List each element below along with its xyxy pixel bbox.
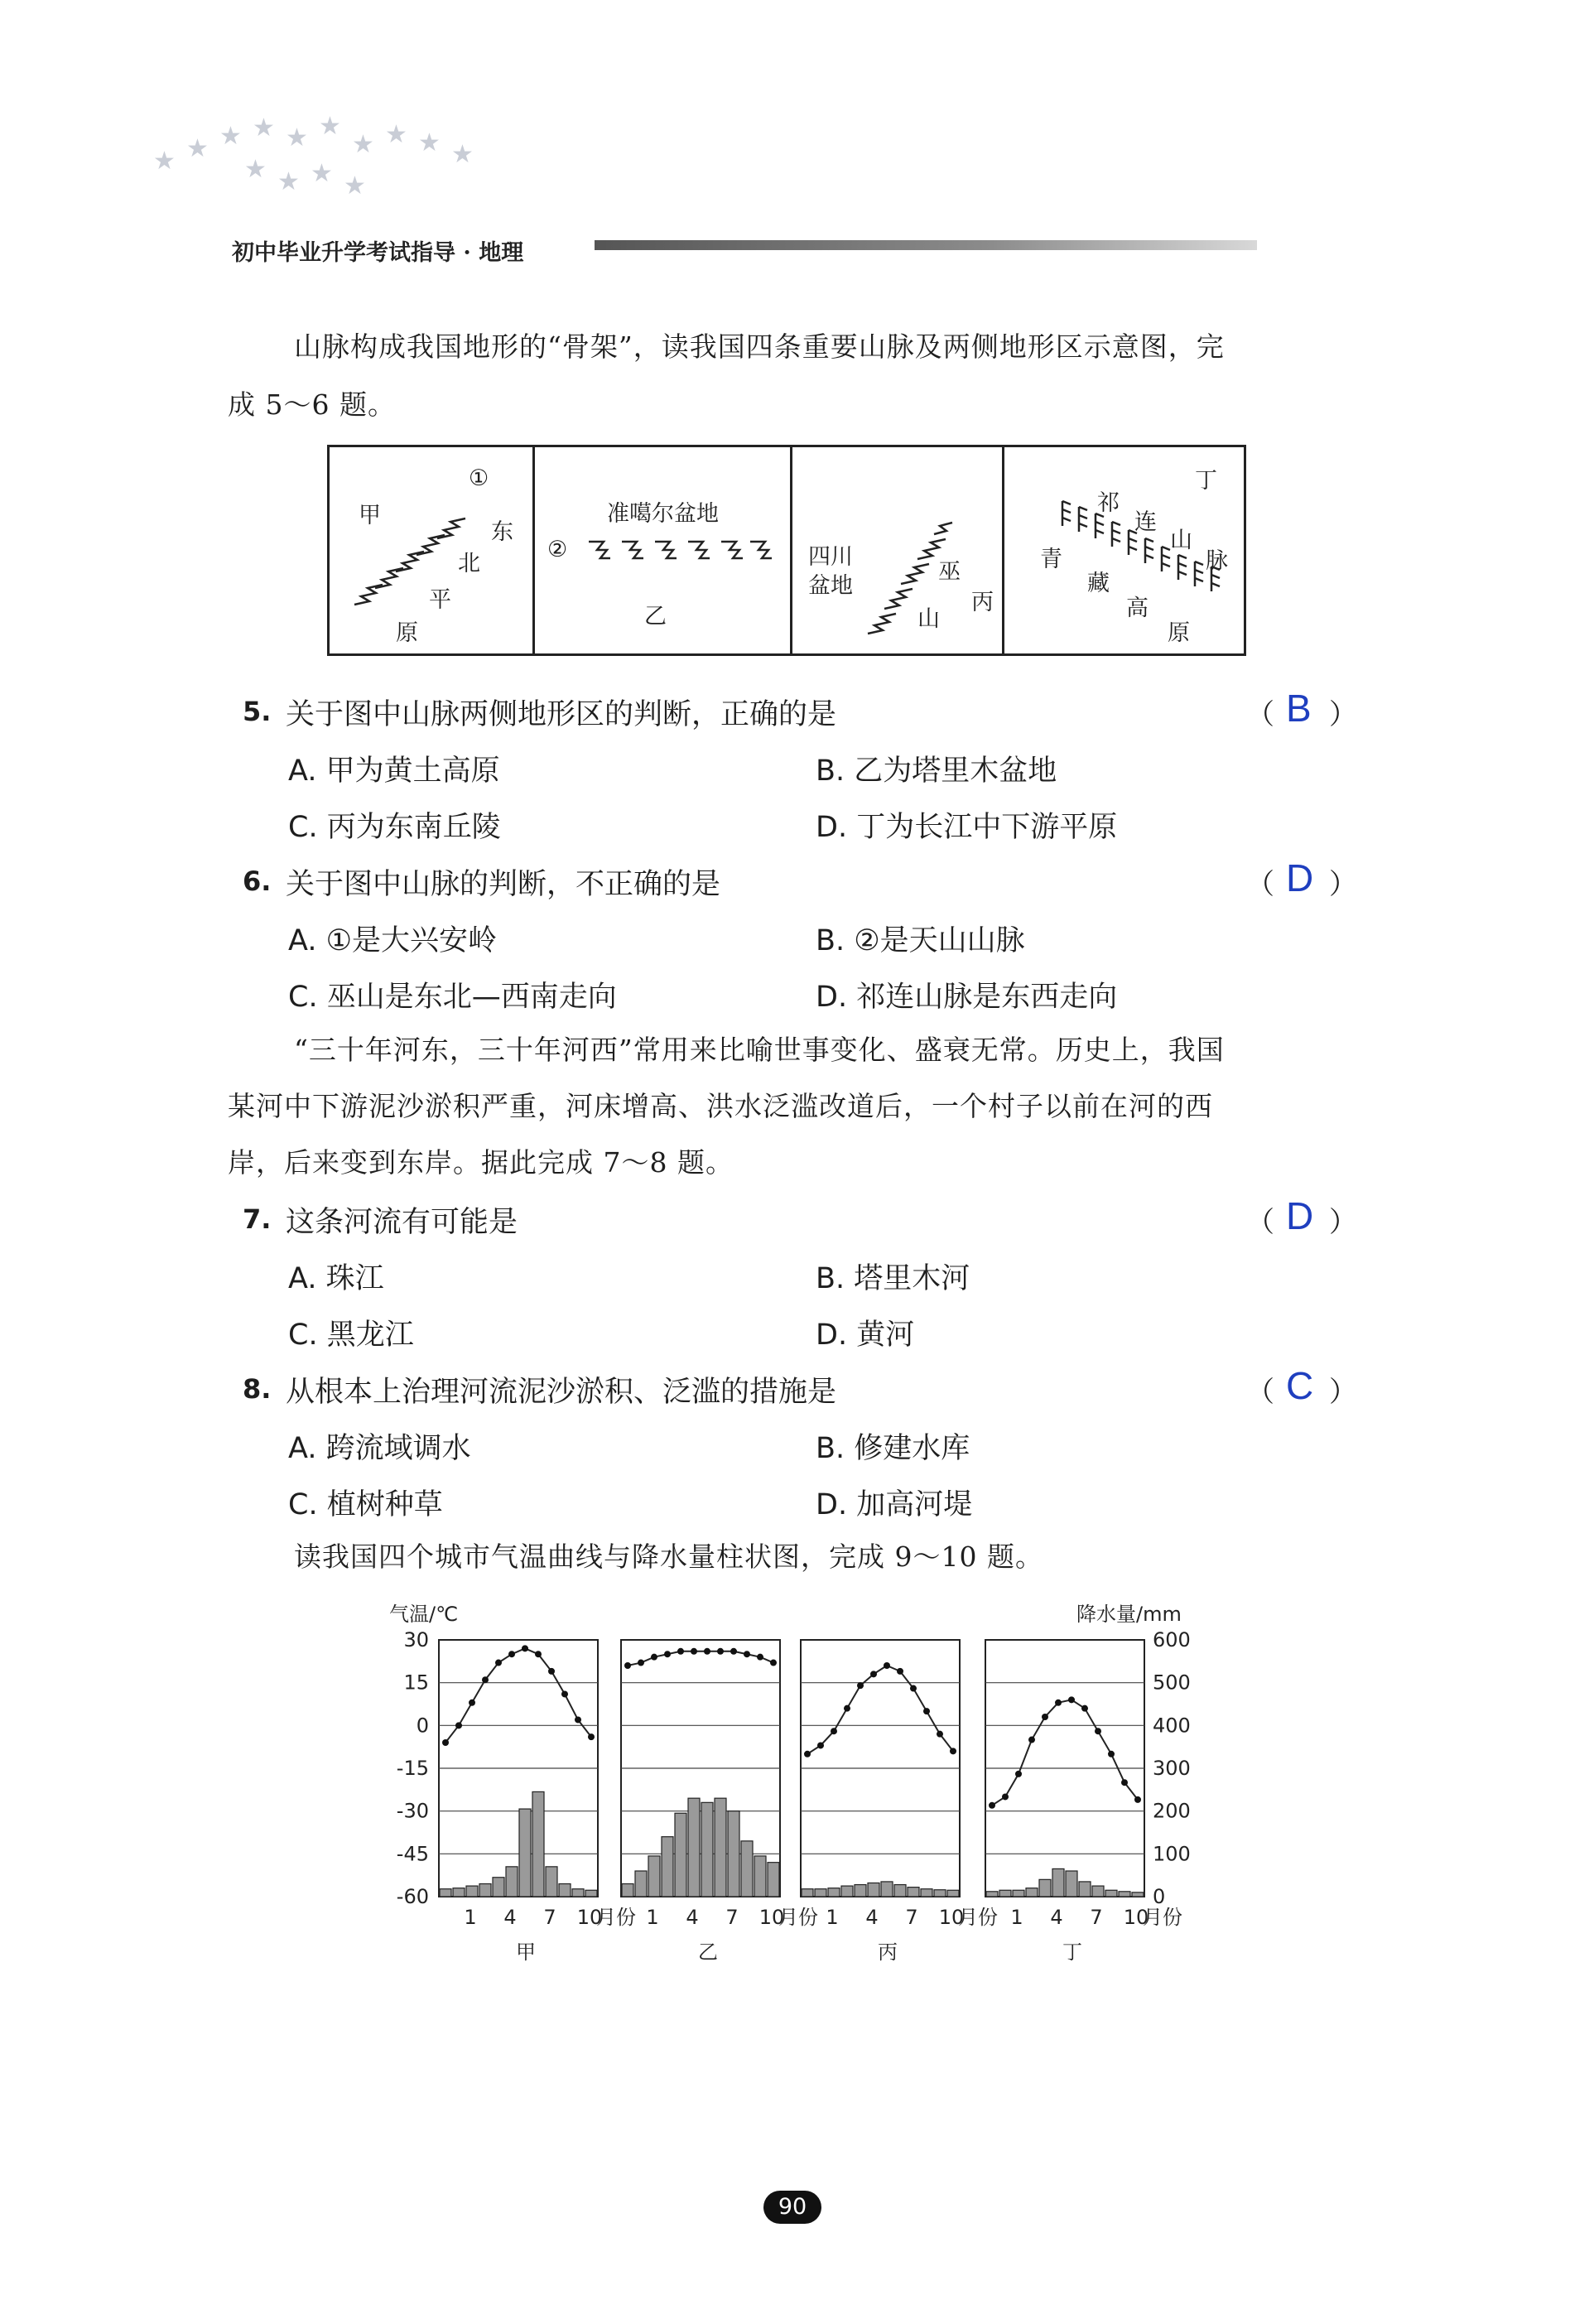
- temp-point: [455, 1722, 462, 1729]
- precip-bar: [802, 1889, 813, 1897]
- temp-axis-label: 气温/℃: [389, 1603, 459, 1626]
- precip-bar: [1092, 1886, 1104, 1897]
- precip-bar: [1132, 1892, 1144, 1897]
- temp-point: [1068, 1696, 1075, 1703]
- precip-bar: [894, 1885, 906, 1897]
- precip-bar: [635, 1871, 647, 1897]
- month-tick-label: 4: [503, 1906, 517, 1929]
- question-8-paren-open: （: [1246, 1376, 1274, 1409]
- precip-bar: [559, 1884, 571, 1897]
- temp-point: [624, 1662, 631, 1669]
- precip-tick-label: 200: [1153, 1799, 1191, 1823]
- question-5-paren-close: ）: [1329, 698, 1357, 731]
- temp-point: [897, 1668, 903, 1675]
- temp-line: [807, 1666, 953, 1754]
- temp-point: [989, 1802, 995, 1809]
- temp-point: [937, 1731, 943, 1738]
- temp-point: [651, 1654, 657, 1661]
- precip-bar: [585, 1890, 597, 1897]
- temp-tick-label: 30: [403, 1628, 429, 1651]
- region-label-ding: 丁: [1195, 468, 1217, 494]
- temp-line: [628, 1651, 773, 1666]
- precip-bar: [1026, 1888, 1038, 1897]
- precip-bar: [855, 1885, 866, 1897]
- question-7-option-a[interactable]: A. 珠江: [288, 1262, 384, 1295]
- temp-point: [1002, 1793, 1009, 1800]
- question-7-paren-close: ）: [1329, 1206, 1357, 1239]
- precip-bar: [440, 1889, 451, 1897]
- precip-bar: [701, 1802, 713, 1897]
- precip-bar: [572, 1889, 584, 1897]
- temp-tick-label: -30: [396, 1799, 429, 1823]
- question-5-option-d[interactable]: D. 丁为长江中下游平原: [816, 811, 1118, 844]
- temp-point: [717, 1648, 724, 1655]
- question-6-option-a[interactable]: A. ①是大兴安岭: [288, 924, 497, 957]
- month-tick-label: 4: [1050, 1906, 1063, 1929]
- temp-point: [704, 1648, 710, 1655]
- precip-bar: [728, 1811, 739, 1897]
- temp-point: [522, 1645, 528, 1651]
- temp-point: [1055, 1700, 1062, 1706]
- precip-bar: [986, 1892, 998, 1897]
- temp-point: [691, 1648, 697, 1655]
- temp-point: [844, 1705, 850, 1712]
- precip-tick-label: 500: [1153, 1671, 1191, 1695]
- question-7-number: 7.: [243, 1203, 272, 1235]
- month-tick-label: 1: [826, 1906, 839, 1929]
- question-8-number: 8.: [243, 1373, 272, 1405]
- question-5-option-b[interactable]: B. 乙为塔里木盆地: [816, 755, 1057, 788]
- temp-point: [870, 1671, 877, 1677]
- city-name-label: 丙: [878, 1941, 898, 1964]
- question-6-number: 6.: [243, 865, 272, 897]
- mountain-label-mai: 脉: [1206, 548, 1228, 574]
- temp-point: [817, 1742, 824, 1748]
- precip-tick-label: 300: [1153, 1757, 1191, 1780]
- precip-bar: [921, 1889, 932, 1897]
- temp-point: [442, 1739, 449, 1746]
- intro-5-6-line1: 山脉构成我国地形的“骨架”，读我国四条重要山脉及两侧地形区示意图，完: [294, 330, 1225, 363]
- temp-point: [535, 1651, 542, 1657]
- temp-point: [857, 1682, 864, 1689]
- temp-tick-label: 0: [416, 1714, 429, 1738]
- temp-point: [575, 1716, 581, 1723]
- month-unit-label: 月份: [778, 1906, 818, 1929]
- month-unit-label: 月份: [958, 1906, 998, 1929]
- precip-tick-label: 0: [1153, 1885, 1166, 1908]
- question-6-answer: D: [1286, 856, 1314, 899]
- precip-bar: [815, 1889, 826, 1897]
- temp-point: [1015, 1771, 1022, 1777]
- header-title: 初中毕业升学考试指导 · 地理: [232, 240, 524, 266]
- question-6-text: 关于图中山脉的判断，不正确的是: [286, 868, 721, 901]
- region-label-bei: 北: [458, 551, 480, 576]
- precip-tick-label: 600: [1153, 1628, 1191, 1651]
- temp-point: [730, 1648, 737, 1655]
- intro-7-8-line3: 岸，后来变到东岸。据此完成 7～8 题。: [228, 1146, 734, 1179]
- mountain-label-wu: 巫: [938, 559, 961, 585]
- intro-5-6-line2: 成 5～6 题。: [228, 388, 396, 421]
- region-label-sichuan: 四川: [808, 544, 853, 570]
- temp-point: [1081, 1705, 1088, 1712]
- precip-bar: [506, 1867, 518, 1897]
- temp-point: [1028, 1737, 1035, 1743]
- temp-point: [884, 1662, 890, 1669]
- question-6-paren-open: （: [1246, 868, 1274, 901]
- temp-point: [923, 1708, 930, 1714]
- precip-bar: [715, 1798, 726, 1897]
- question-6-option-d[interactable]: D. 祁连山脉是东西走向: [816, 981, 1118, 1014]
- region-label-dong: 东: [491, 519, 513, 545]
- precip-bar: [622, 1884, 633, 1897]
- precip-bar: [828, 1888, 840, 1897]
- region-label-yuan: 原: [396, 620, 418, 646]
- temp-point: [495, 1660, 502, 1666]
- month-tick-label: 10: [758, 1906, 785, 1929]
- precip-bar: [688, 1798, 700, 1897]
- temp-point: [831, 1728, 837, 1734]
- temp-point: [677, 1648, 684, 1655]
- temp-point: [910, 1685, 917, 1692]
- precip-bar: [999, 1890, 1011, 1897]
- mountain-label-circle-1: ①: [469, 465, 489, 491]
- temp-point: [804, 1751, 811, 1757]
- precip-bar: [662, 1837, 673, 1897]
- temp-point: [664, 1651, 671, 1657]
- month-tick-label: 7: [905, 1906, 918, 1929]
- question-5-number: 5.: [243, 696, 272, 727]
- region-label-qing: 青: [1040, 547, 1062, 572]
- page-number-badge: [763, 2191, 821, 2224]
- month-tick-label: 1: [646, 1906, 659, 1929]
- precip-bar: [1013, 1890, 1024, 1897]
- question-5-answer: B: [1286, 687, 1312, 730]
- month-tick-label: 7: [1090, 1906, 1103, 1929]
- temp-line: [445, 1648, 591, 1743]
- temp-point: [770, 1660, 777, 1666]
- mountain-label-circle-2: ②: [547, 537, 568, 562]
- header-stars-decoration: ★ ★ ★ ★ ★ ★ ★ ★ ★ ★ ★ ★ ★ ★: [153, 112, 474, 200]
- precip-bar: [768, 1863, 779, 1897]
- temp-tick-label: -60: [396, 1885, 429, 1908]
- month-tick-label: 7: [725, 1906, 739, 1929]
- region-label-jia: 甲: [359, 503, 381, 528]
- temp-point: [1095, 1728, 1101, 1734]
- question-7-option-d[interactable]: D. 黄河: [816, 1319, 915, 1352]
- precip-bar: [1052, 1868, 1064, 1897]
- precip-bar: [1105, 1890, 1117, 1897]
- temp-point: [1108, 1751, 1115, 1757]
- mountain-label-shan: 山: [1170, 528, 1192, 553]
- region-label-yuan: 原: [1168, 620, 1190, 646]
- question-6-paren-close: ）: [1329, 868, 1357, 901]
- temp-point: [482, 1676, 489, 1683]
- precip-bar: [648, 1856, 660, 1897]
- city-name-label: 乙: [698, 1941, 718, 1964]
- question-8-answer: C: [1286, 1364, 1314, 1407]
- question-8-option-c[interactable]: C. 植树种草: [288, 1488, 443, 1521]
- temp-point: [1042, 1714, 1048, 1720]
- precip-bar: [754, 1856, 766, 1897]
- region-label-yi: 乙: [644, 604, 667, 629]
- precip-bar: [1079, 1882, 1091, 1897]
- region-label-pendi: 盆地: [808, 573, 853, 599]
- month-tick-label: 7: [543, 1906, 556, 1929]
- question-8-paren-close: ）: [1329, 1376, 1357, 1409]
- temp-tick-label: -15: [396, 1757, 429, 1780]
- month-tick-label: 4: [865, 1906, 879, 1929]
- month-unit-label: 月份: [596, 1906, 636, 1929]
- question-8-option-b[interactable]: B. 修建水库: [816, 1432, 970, 1465]
- question-7-paren-open: （: [1246, 1206, 1274, 1239]
- question-7-answer: D: [1286, 1194, 1314, 1237]
- precip-bar: [881, 1882, 893, 1897]
- city-name-label: 丁: [1062, 1941, 1082, 1964]
- mountain-label-lian: 连: [1134, 509, 1157, 535]
- basin-label-junggar: 准噶尔盆地: [607, 501, 719, 527]
- month-tick-label: 4: [686, 1906, 699, 1929]
- question-7-text: 这条河流有可能是: [286, 1206, 518, 1239]
- question-8-text: 从根本上治理河流泥沙淤积、泛滥的措施是: [286, 1376, 837, 1409]
- precip-bar: [453, 1888, 465, 1897]
- temp-point: [561, 1690, 568, 1697]
- city-name-label: 甲: [516, 1941, 536, 1964]
- precip-bar: [741, 1841, 753, 1897]
- precip-axis-label: 降水量/mm: [1076, 1603, 1182, 1626]
- question-7-option-c[interactable]: C. 黑龙江: [288, 1319, 414, 1352]
- intro-7-8-line2: 某河中下游泥沙淤积严重，河床增高、洪水泛滥改道后，一个村子以前在河的西: [228, 1090, 1213, 1122]
- temp-point: [1134, 1796, 1141, 1803]
- precip-bar: [908, 1888, 919, 1897]
- month-tick-label: 10: [576, 1906, 603, 1929]
- question-5-text: 关于图中山脉两侧地形区的判断，正确的是: [286, 698, 837, 731]
- region-label-zang: 藏: [1087, 571, 1110, 596]
- temp-point: [469, 1700, 475, 1706]
- question-8-option-d[interactable]: D. 加高河堤: [816, 1488, 973, 1521]
- question-6-option-c[interactable]: C. 巫山是东北—西南走向: [288, 981, 617, 1014]
- intro-9-10: 读我国四个城市气温曲线与降水量柱状图，完成 9～10 题。: [294, 1540, 1043, 1573]
- month-unit-label: 月份: [1143, 1906, 1182, 1929]
- region-label-gao: 高: [1126, 595, 1149, 621]
- mountain-label-qi: 祁: [1097, 490, 1120, 516]
- precip-bar: [1039, 1879, 1051, 1897]
- precip-tick-label: 100: [1153, 1842, 1191, 1866]
- temp-point: [950, 1748, 956, 1754]
- precip-bar: [493, 1878, 504, 1897]
- intro-7-8-line1: “三十年河东，三十年河西”常用来比喻世事变化、盛衰无常。历史上，我国: [294, 1034, 1225, 1066]
- precip-bar: [546, 1867, 557, 1897]
- question-5-option-c[interactable]: C. 丙为东南丘陵: [288, 811, 501, 844]
- temp-point: [1121, 1779, 1128, 1786]
- question-7-option-b[interactable]: B. 塔里木河: [816, 1262, 970, 1295]
- question-8-option-a[interactable]: A. 跨流域调水: [288, 1432, 471, 1465]
- month-tick-label: 10: [938, 1906, 965, 1929]
- precip-bar: [675, 1813, 686, 1897]
- precip-bar: [947, 1890, 959, 1897]
- precip-bar: [1066, 1871, 1077, 1897]
- temp-point: [638, 1660, 644, 1666]
- month-tick-label: 10: [1123, 1906, 1149, 1929]
- temp-tick-label: 15: [403, 1671, 429, 1695]
- temp-point: [744, 1651, 750, 1657]
- temp-point: [508, 1651, 515, 1657]
- question-6-option-b[interactable]: B. ②是天山山脉: [816, 924, 1025, 957]
- temp-point: [757, 1654, 763, 1661]
- precip-bar: [519, 1809, 531, 1897]
- precip-bar: [1119, 1892, 1130, 1897]
- precip-tick-label: 400: [1153, 1714, 1191, 1738]
- temp-point: [548, 1668, 555, 1675]
- precip-bar: [466, 1886, 478, 1897]
- temp-point: [588, 1733, 595, 1740]
- precip-bar: [841, 1886, 853, 1897]
- page-number: 90: [778, 2194, 807, 2220]
- region-label-bing: 丙: [971, 590, 994, 615]
- precip-bar: [479, 1884, 491, 1897]
- question-5-option-a[interactable]: A. 甲为黄土高原: [288, 755, 500, 788]
- temp-tick-label: -45: [396, 1842, 429, 1866]
- month-tick-label: 1: [1010, 1906, 1023, 1929]
- temp-line: [992, 1700, 1138, 1805]
- question-5-paren-open: （: [1246, 698, 1274, 731]
- precip-bar: [532, 1791, 544, 1897]
- precip-bar: [868, 1883, 879, 1897]
- month-tick-label: 1: [464, 1906, 477, 1929]
- precip-bar: [934, 1890, 946, 1897]
- region-label-ping: 平: [429, 587, 451, 613]
- mountain-label-shan: 山: [917, 606, 940, 632]
